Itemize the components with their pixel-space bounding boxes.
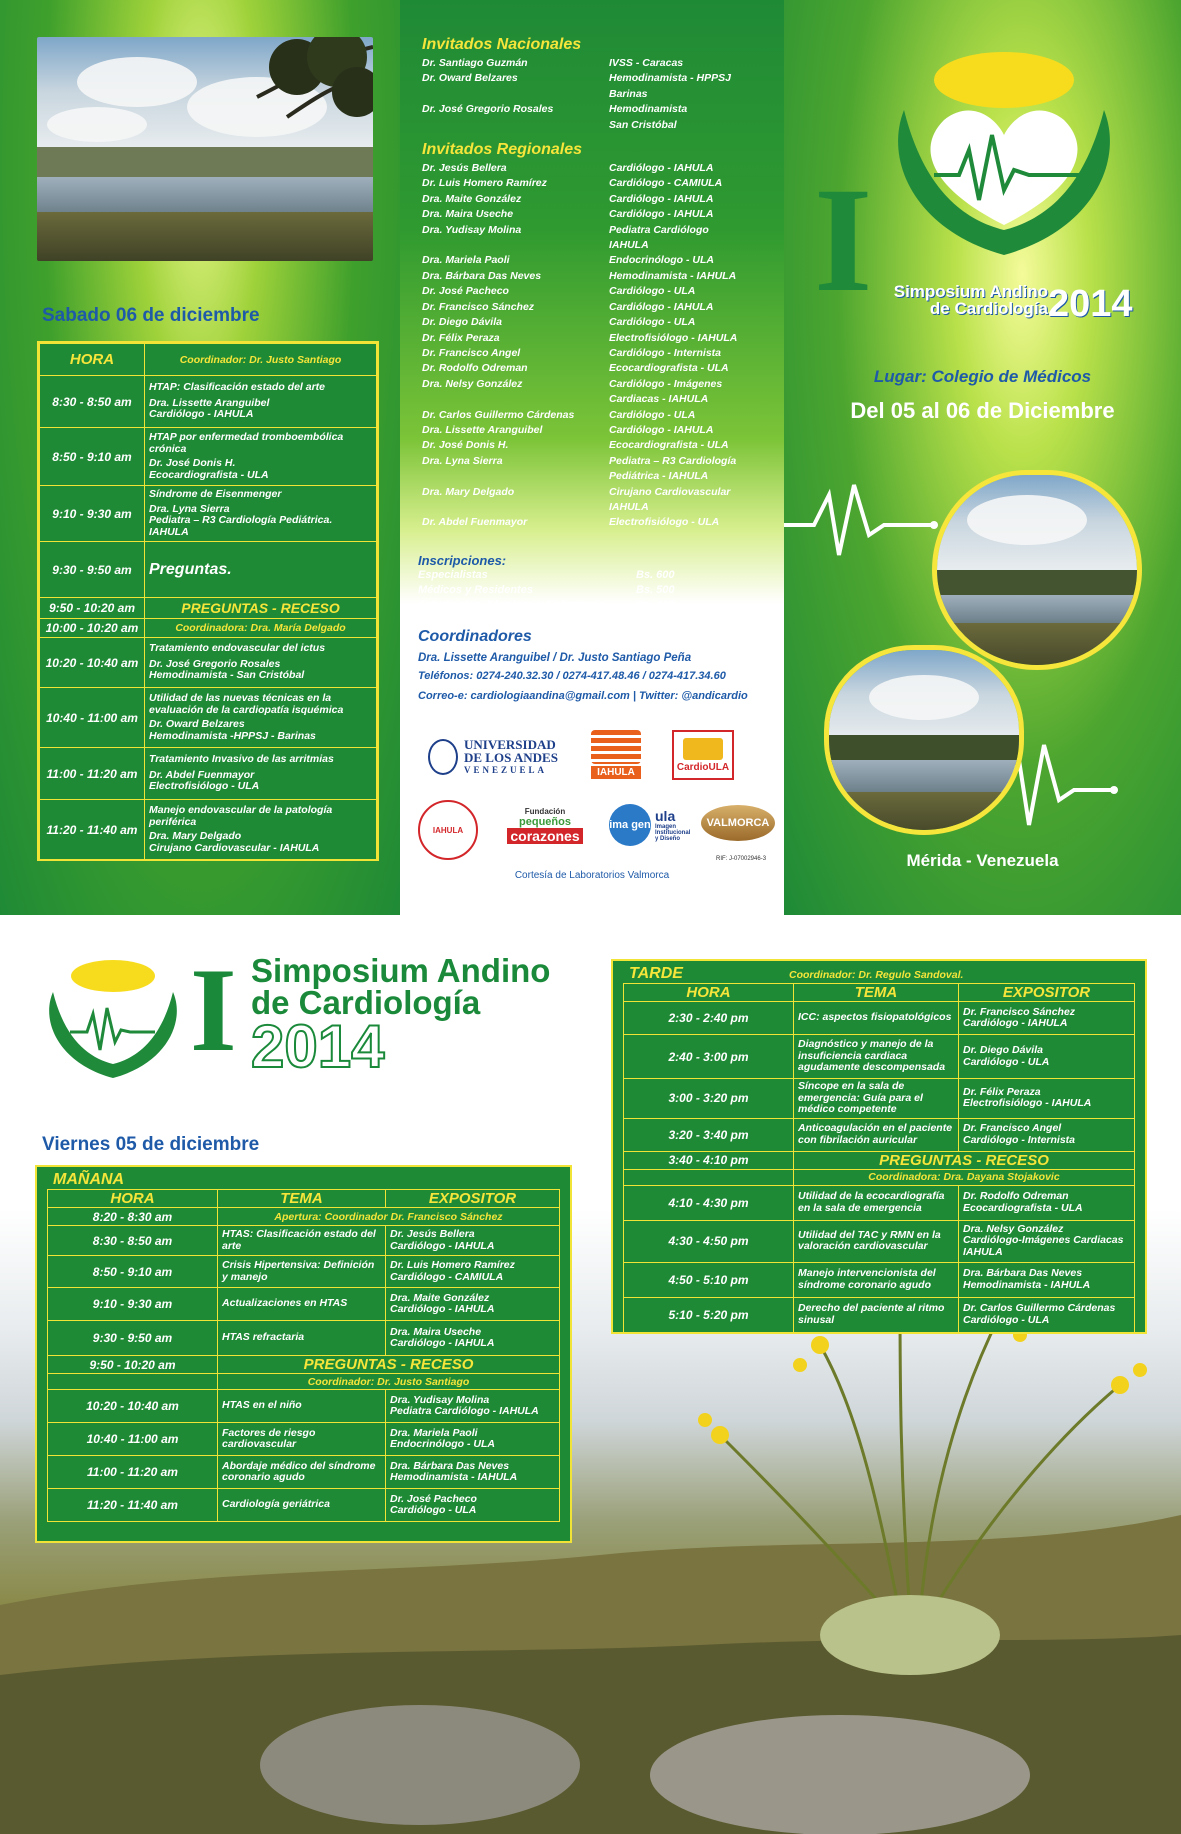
guest-name bbox=[422, 238, 609, 253]
guest-role: Cardiólogo - IAHULA bbox=[609, 300, 714, 313]
fees-title: Inscripciones: bbox=[418, 553, 507, 568]
tree-branch bbox=[177, 37, 373, 157]
imagen-ula-logo: ima gen ula Imagen Institucional y Diseño bbox=[605, 800, 695, 850]
table-row: 11:00 - 11:20 am Tratamiento Invasivo de las arritmias Dr. Abdel Fuenmayor Electrofisiólogo - ULA bbox=[40, 748, 377, 800]
cardioula-logo: CardioULA bbox=[672, 730, 734, 780]
guest-row bbox=[422, 71, 759, 86]
guest-row bbox=[422, 469, 759, 484]
guest-row bbox=[422, 408, 759, 423]
guest-role: Hemodinamista - HPPSJ bbox=[609, 72, 731, 85]
coordinator-row: Coordinadora: Dra. Dayana Stojakovic bbox=[624, 1169, 1135, 1185]
guest-role: Pediatra Cardiólogo bbox=[609, 223, 709, 236]
break-row: 9:50 - 10:20 am PREGUNTAS - RECESO bbox=[40, 598, 377, 619]
guest-row bbox=[422, 423, 759, 438]
guest-name bbox=[422, 469, 609, 484]
guest-role: Pediátrica - IAHULA bbox=[609, 470, 709, 483]
saturday-panel bbox=[0, 0, 400, 915]
opening-row: 8:20 - 8:30 am Apertura: Coordinador Dr. Francisco Sánchez bbox=[48, 1208, 560, 1226]
guest-row bbox=[422, 454, 759, 469]
guest-row bbox=[422, 118, 759, 133]
guest-row bbox=[422, 161, 759, 176]
coordinator-row: 10:00 - 10:20 am Coordinadora: Dra. María Delgado bbox=[40, 619, 377, 638]
cardiology-foundation-logo: IAHULA bbox=[408, 795, 488, 865]
guest-name: Dr. José Gregorio Rosales bbox=[422, 103, 554, 116]
coordinators-title: Coordinadores bbox=[418, 628, 532, 645]
guest-role: Cardiólogo - ULA bbox=[609, 316, 696, 329]
ula-seal-icon bbox=[428, 739, 458, 775]
table-row: 9:10 - 9:30 am Actualizaciones en HTAS Dra. Maite González Cardiólogo - IAHULA bbox=[48, 1288, 560, 1321]
guest-row bbox=[422, 300, 759, 315]
guest-row bbox=[422, 56, 759, 71]
friday-morning-schedule: MAÑANA HORA TEMA EXPOSITOR 8:20 - 8:30 am Apertura: Coordinador Dr. Francisco Sánchez 8:30 - 8:50 am HTAS: Clasificación estado del arte Dr. Jesús Bellera Cardiólogo - IAHULA 8:50 - 9:10 am Crisis Hipertensiva: Definición y manejo Dr. Luis Homero Ramírez Cardiólogo - CAMIULA 9:10 - 9:30 am Actualizaciones en HTAS Dra. Maite González Cardiólogo - IAHULA 9:30 - 9:50 am HTAS refractaria Dra. Maira Useche Cardiólogo - IAHULA 9:50 - 10:20 am PREGUNTAS - RECESO Coordinador: Dr. Justo Santiago 10:20 - 10:40 am HTAS en el niño Dra. Yudisay Molina Pediatra Cardiólogo - IAHULA 10:40 - 11:00 am Factores de riesgo cardiovascular Dra. Mariela Paoli Endocrinólogo - ULA 11:00 - 11:20 am Abordaje médico del síndrome coronario agudo Dra. Bárbara Das Neves Hemodinamista - IAHULA 11:20 - 11:40 am Cardiología geriátrica Dr. José Pacheco Cardiólogo - ULA bbox=[35, 1165, 572, 1543]
guest-role: Hemodinamista bbox=[609, 103, 688, 116]
table-row: 9:30 - 9:50 am HTAS refractaria Dra. Maira Useche Cardiólogo - IAHULA bbox=[48, 1321, 560, 1356]
guest-name: Dr. José Donis H. bbox=[422, 439, 509, 452]
guest-row bbox=[422, 253, 759, 268]
fee-row bbox=[418, 598, 675, 613]
guest-row bbox=[422, 315, 759, 330]
cardioula-heart-icon bbox=[683, 738, 723, 760]
guest-row bbox=[422, 207, 759, 222]
guest-role: Cardiólogo - CAMIULA bbox=[609, 177, 723, 190]
table-row: 10:20 - 10:40 am Tratamiento endovascular del ictus Dr. José Gregorio Rosales Hemodinamista - San Cristóbal bbox=[40, 638, 377, 688]
guest-name bbox=[422, 118, 609, 133]
guest-role: Cardiólogo - IAHULA bbox=[609, 423, 714, 436]
guest-row bbox=[422, 284, 759, 299]
table-row: 5:10 - 5:20 pm Derecho del paciente al ritmo sinusal Dr. Carlos Guillermo Cárdenas Cardiólogo - ULA bbox=[624, 1297, 1135, 1332]
guest-row bbox=[422, 331, 759, 346]
guest-name bbox=[422, 87, 609, 102]
break-row: 9:50 - 10:20 am PREGUNTAS - RECESO bbox=[48, 1356, 560, 1374]
guest-role: Cardiacas - IAHULA bbox=[609, 393, 709, 406]
table-row: 9:30 - 9:50 am Preguntas. bbox=[40, 542, 377, 598]
dates: Del 05 al 06 de Diciembre bbox=[850, 398, 1115, 423]
heart-photo-1 bbox=[932, 470, 1142, 670]
iahula-logo: IAHULA bbox=[586, 728, 646, 780]
guest-name: Dr. Diego Dávila bbox=[422, 316, 502, 329]
guest-name: Dr. Francisco Angel bbox=[422, 346, 521, 359]
table-row: 11:20 - 11:40 am Manejo endovascular de la patología periférica Dra. Mary Delgado Cirujano Cardiovascular - IAHULA bbox=[40, 800, 377, 860]
table-row: 8:50 - 9:10 am Crisis Hipertensiva: Definición y manejo Dr. Luis Homero Ramírez Cardiólogo - CAMIULA bbox=[48, 1256, 560, 1288]
fee-price: Bs. 600 bbox=[636, 569, 675, 581]
guest-row bbox=[422, 377, 759, 392]
fee-price: Bs. 400 bbox=[636, 599, 675, 611]
pequenos-corazones-logo: Fundación pequeños corazones bbox=[500, 795, 590, 855]
table-row: 2:30 - 2:40 pm ICC: aspectos fisiopatológicos Dr. Francisco Sánchez Cardiólogo - IAHULA bbox=[624, 1002, 1135, 1035]
venue: Lugar: Colegio de Médicos bbox=[873, 367, 1092, 386]
afternoon-schedule: TARDE Coordinador: Dr. Regulo Sandoval. HORA TEMA EXPOSITOR 2:30 - 2:40 pm ICC: aspectos fisiopatológicos Dr. Francisco Sánchez Cardiólogo - IAHULA 2:40 - 3:00 pm Diagnóstico y manejo de la insuficiencia cardiaca agudamente descompensada Dr. Diego Dávila Cardiólogo - ULA 3:00 - 3:20 pm Síncope en la sala de emergencia: Guía para el médico competente Dr. Félix Peraza Electrofisiólogo - IAHULA 3:20 - 3:40 pm Anticoagulación en el paciente con fibrilación auricular Dr. Francisco Angel Cardiólogo - Internista 3:40 - 4:10 pm PREGUNTAS - RECESO Coordinadora: Dra. Dayana Stojakovic 4:10 - 4:30 pm Utilidad de la ecocardiografía en la sala de emergencia Dr. Rodolfo Odreman Ecocardiografista - ULA 4:30 - 4:50 pm Utilidad del TAC y RMN en la valoración cardiovascular Dra. Nelsy González Cardiólogo-Imágenes Cardiacas IAHULA 4:50 - 5:10 pm Manejo intervencionista del síndrome coronario agudo Dra. Bárbara Das Neves Hemodinamista - IAHULA 5:10 - 5:20 pm Derecho del paciente al ritmo sinusal Dr. Carlos Guillermo Cárdenas Cardiólogo - ULA bbox=[611, 959, 1147, 1334]
table-row: 10:20 - 10:40 am HTAS en el niño Dra. Yudisay Molina Pediatra Cardiólogo - IAHULA bbox=[48, 1390, 560, 1423]
col-hora: HORA bbox=[40, 344, 145, 376]
guest-row bbox=[422, 223, 759, 238]
guest-name bbox=[422, 500, 609, 515]
heart-photo-2 bbox=[824, 645, 1024, 835]
table-row: 4:50 - 5:10 pm Manejo intervencionista del síndrome coronario agudo Dra. Bárbara Das Neves Hemodinamista - IAHULA bbox=[624, 1262, 1135, 1297]
guest-role: Cardiólogo - Internista bbox=[609, 346, 722, 359]
guest-name: Dr. Francisco Sánchez bbox=[422, 300, 535, 313]
guest-role: Cardiólogo - ULA bbox=[609, 408, 696, 421]
email: Correo-e: cardiologiaandina@gmail.com | Twitter: @andicardio bbox=[418, 690, 748, 702]
fee-row bbox=[418, 583, 675, 598]
saturday-schedule bbox=[37, 341, 379, 861]
guest-name: Dra. Lyna Sierra bbox=[422, 454, 503, 467]
iahula-stripes-icon bbox=[591, 730, 641, 764]
guest-name: Dra. Mariela Paoli bbox=[422, 254, 510, 267]
fee-category: Estudiantes, Técnicos y Enfermería bbox=[418, 599, 604, 611]
guest-role: Barinas bbox=[609, 87, 648, 100]
guest-name: Dr. Abdel Fuenmayor bbox=[422, 516, 528, 529]
guest-role: San Cristóbal bbox=[609, 118, 677, 131]
guest-row bbox=[422, 87, 759, 102]
table-row: 4:10 - 4:30 pm Utilidad de la ecocardiografía en la sala de emergencia Dr. Rodolfo Odreman Ecocardiografista - ULA bbox=[624, 1185, 1135, 1220]
coordinators-names: Dra. Lissette Aranguibel / Dr. Justo Santiago Peña bbox=[418, 652, 692, 664]
regional-title: Invitados Regionales bbox=[422, 141, 583, 159]
guest-role: Ecocardiografista - ULA bbox=[609, 362, 729, 375]
table-row: 8:30 - 8:50 am HTAP: Clasificación estado del arte Dra. Lissette Aranguibel Cardiólogo - IAHULA bbox=[40, 376, 377, 428]
guest-name: Dra. Nelsy González bbox=[422, 377, 523, 390]
guest-name: Dr. Félix Peraza bbox=[422, 331, 500, 344]
guest-row bbox=[422, 269, 759, 284]
national-guest-list bbox=[422, 56, 759, 133]
guest-name: Dra. Mary Delgado bbox=[422, 485, 515, 498]
guest-role: Cardiólogo - ULA bbox=[609, 285, 696, 298]
table-row: 10:40 - 11:00 am Factores de riesgo cardiovascular Dra. Mariela Paoli Endocrinólogo - ULA bbox=[48, 1423, 560, 1456]
friday-heading: Viernes 05 de diciembre bbox=[42, 1134, 260, 1155]
table-row: 3:20 - 3:40 pm Anticoagulación en el paciente con fibrilación auricular Dr. Francisco Angel Cardiólogo - Internista bbox=[624, 1118, 1135, 1151]
cover-title: Simposium Andino de Cardiología bbox=[893, 282, 1048, 318]
guest-row bbox=[422, 515, 759, 530]
table-row: 10:40 - 11:00 am Utilidad de las nuevas técnicas en la evaluación de la cardiopatía isquémica Dr. Oward Belzares Hemodinamista -HPPSJ - Barinas bbox=[40, 688, 377, 748]
ula-logo: UNIVERSIDAD DE LOS ANDES VENEZUELA bbox=[428, 735, 568, 779]
coordinator: Coordinador: Dr. Justo Santiago bbox=[179, 353, 342, 366]
rif: RIF: J-07002946-3 bbox=[716, 856, 767, 862]
guest-name: Dra. Maira Useche bbox=[422, 208, 514, 221]
guest-row bbox=[422, 438, 759, 453]
fee-category: Médicos y Residentes bbox=[418, 584, 533, 596]
saturday-heading: Sabado 06 de diciembre bbox=[42, 305, 260, 326]
guest-name: Dra. Bárbara Das Neves bbox=[422, 269, 542, 282]
guest-role: Cardiólogo - IAHULA bbox=[609, 162, 714, 175]
table-row: 8:30 - 8:50 am HTAS: Clasificación estado del arte Dr. Jesús Bellera Cardiólogo - IAHULA bbox=[48, 1226, 560, 1256]
guest-role: Electrofisiólogo - ULA bbox=[609, 516, 720, 529]
guest-name: Dr. Luis Homero Ramírez bbox=[422, 177, 547, 190]
guest-role: Cardiólogo - IAHULA bbox=[609, 192, 714, 205]
city: Mérida - Venezuela bbox=[906, 851, 1059, 870]
phones: Teléfonos: 0274-240.32.30 / 0274-417.48.46 / 0274-417.34.60 bbox=[418, 670, 726, 682]
guest-name: Dra. Yudisay Molina bbox=[422, 223, 522, 236]
guest-role: Cardiólogo - IAHULA bbox=[609, 208, 714, 221]
bottom-heart-logo bbox=[35, 952, 190, 1082]
coordinator-row: Coordinador: Dr. Justo Santiago bbox=[48, 1374, 560, 1390]
guest-row bbox=[422, 102, 759, 117]
guest-row bbox=[422, 500, 759, 515]
guest-row bbox=[422, 485, 759, 500]
heart-logo bbox=[874, 40, 1134, 270]
regional-guest-list bbox=[422, 161, 759, 531]
guest-name: Dr. José Pacheco bbox=[422, 285, 509, 298]
guest-name: Dra. Lissette Aranguibel bbox=[422, 423, 543, 436]
guest-name: Dr. Rodolfo Odreman bbox=[422, 362, 528, 375]
table-row: 2:40 - 3:00 pm Diagnóstico y manejo de la insuficiencia cardiaca agudamente descompensada Dr. Diego Dávila Cardiólogo - ULA bbox=[624, 1035, 1135, 1079]
guest-name: Dr. Santiago Guzmán bbox=[422, 57, 528, 69]
table-row: 8:50 - 9:10 am HTAP por enfermedad tromboembólica crónica Dr. José Donis H. Ecocardiografista - ULA bbox=[40, 428, 377, 486]
cover-year: 2014 bbox=[1048, 283, 1133, 325]
guest-role: IAHULA bbox=[609, 500, 649, 513]
bottom-roman-numeral: I bbox=[190, 943, 237, 1076]
afternoon-coordinator: Coordinador: Dr. Regulo Sandoval. bbox=[789, 969, 964, 981]
break-row: 3:40 - 4:10 pm PREGUNTAS - RECESO bbox=[624, 1151, 1135, 1169]
valmorca-logo: VALMORCA bbox=[700, 800, 776, 846]
fee-category: Especialistas bbox=[418, 569, 488, 581]
guest-row bbox=[422, 238, 759, 253]
fee-row bbox=[418, 568, 675, 583]
guest-row bbox=[422, 346, 759, 361]
fees-list bbox=[418, 568, 675, 613]
guest-role: IAHULA bbox=[609, 239, 649, 252]
guest-row bbox=[422, 361, 759, 376]
guest-role: Pediatra – R3 Cardiología bbox=[609, 454, 737, 467]
bottom-title: Simposium Andino de Cardiología bbox=[251, 952, 551, 1021]
guest-name: Dr. Carlos Guillermo Cárdenas bbox=[422, 408, 575, 421]
guest-role: Ecocardiografista - ULA bbox=[609, 439, 729, 452]
table-row: 3:00 - 3:20 pm Síncope en la sala de emergencia: Guía para el médico competente Dr. Félix Peraza Electrofisiólogo - IAHULA bbox=[624, 1079, 1135, 1119]
guest-role: Hemodinamista - IAHULA bbox=[609, 269, 737, 282]
courtesy: Cortesía de Laboratorios Valmorca bbox=[514, 870, 670, 881]
guest-name: Dr. Oward Belzares bbox=[422, 72, 518, 85]
guest-role: Cardiólogo - Imágenes bbox=[609, 377, 723, 390]
bottom-year: 2014 bbox=[251, 1013, 385, 1080]
guest-role: Cirujano Cardiovascular bbox=[609, 485, 731, 498]
morning-label: MAÑANA bbox=[53, 1171, 125, 1188]
table-row: 9:10 - 9:30 am Síndrome de Eisenmenger Dra. Lyna Sierra Pediatra – R3 Cardiología Pediátrica. IAHULA bbox=[40, 486, 377, 542]
guests-panel bbox=[400, 0, 784, 915]
guest-role: IVSS - Caracas bbox=[609, 57, 684, 69]
guest-role: Electrofisiólogo - IAHULA bbox=[609, 331, 738, 344]
national-title: Invitados Nacionales bbox=[422, 36, 582, 53]
lake-photo bbox=[37, 37, 373, 261]
guest-role: Endocrinólogo - ULA bbox=[609, 254, 714, 267]
guest-row bbox=[422, 176, 759, 191]
guest-row bbox=[422, 192, 759, 207]
table-row: 11:00 - 11:20 am Abordaje médico del síndrome coronario agudo Dra. Bárbara Das Neves Hemodinamista - IAHULA bbox=[48, 1456, 560, 1489]
guest-name: Dra. Maite González bbox=[422, 192, 522, 205]
afternoon-label: TARDE bbox=[629, 965, 683, 982]
fee-price: Bs. 500 bbox=[636, 584, 675, 596]
roman-numeral: I bbox=[814, 157, 873, 323]
guest-row bbox=[422, 392, 759, 407]
guest-name bbox=[422, 392, 609, 407]
cover-panel bbox=[784, 0, 1181, 915]
table-row: 11:20 - 11:40 am Cardiología geriátrica Dr. José Pacheco Cardiólogo - ULA bbox=[48, 1489, 560, 1522]
guest-name: Dr. Jesús Bellera bbox=[422, 162, 507, 175]
table-row: 4:30 - 4:50 pm Utilidad del TAC y RMN en la valoración cardiovascular Dra. Nelsy González Cardiólogo-Imágenes Cardiacas IAHULA bbox=[624, 1220, 1135, 1262]
